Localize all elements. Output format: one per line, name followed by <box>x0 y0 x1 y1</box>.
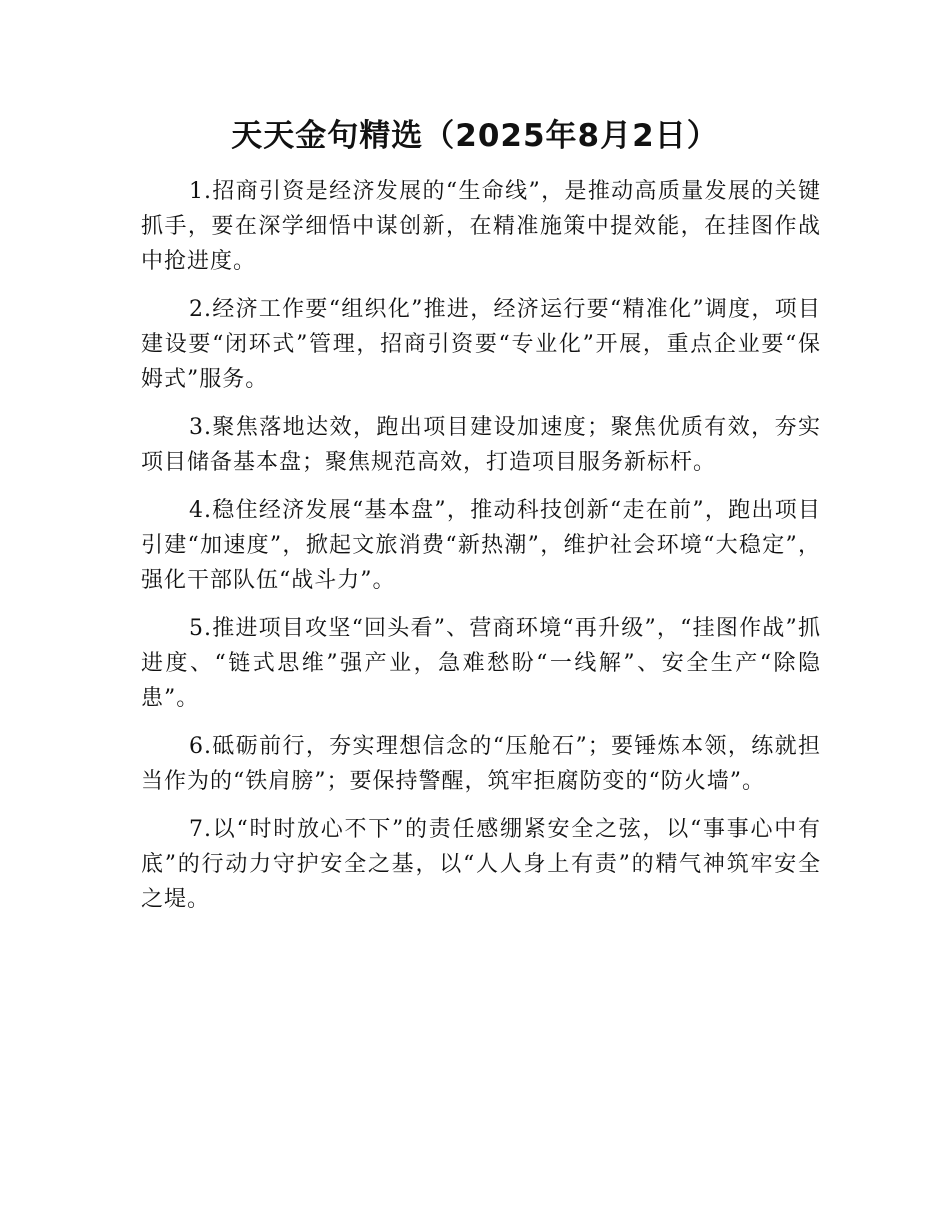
quote-paragraph-1: 1.招商引资是经济发展的“生命线”，是推动高质量发展的关键抓手，要在深学细悟中谋创新，在精准施策中提效能，在挂图作战中抢进度。 <box>141 179 821 274</box>
document-body <box>141 174 821 930</box>
quote-paragraph-2: 2.经济工作要“组织化”推进，经济运行要“精准化”调度，项目建设要“闭环式”管理，招商引资要“专业化”开展，重点企业要“保姆式”服务。 <box>141 297 821 392</box>
quote-paragraph-6: 6.砥砺前行，夯实理想信念的“压舱石”；要锤炼本领，练就担当作为的“铁肩膀”；要保持警醒，筑牢拒腐防变的“防火墙”。 <box>141 734 821 794</box>
quote-paragraph-7: 7.以“时时放心不下”的责任感绷紧安全之弦，以“事事心中有底”的行动力守护安全之基，以“人人身上有责”的精气神筑牢安全之堤。 <box>141 817 821 912</box>
page-title: 天天金句精选（2025年8月2日） <box>231 118 719 154</box>
quote-paragraph-3: 3.聚焦落地达效，跑出项目建设加速度；聚焦优质有效，夯实项目储备基本盘；聚焦规范高效，打造项目服务新标杆。 <box>141 415 821 475</box>
quote-paragraph-5: 5.推进项目攻坚“回头看”、营商环境“再升级”，“挂图作战”抓进度、“链式思维”强产业，急难愁盼“一线解”、安全生产“除隐患”。 <box>141 616 821 711</box>
quote-paragraph-4: 4.稳住经济发展“基本盘”，推动科技创新“走在前”，跑出项目引建“加速度”，掀起文旅消费“新热潮”，维护社会环境“大稳定”，强化干部队伍“战斗力”。 <box>141 498 821 593</box>
